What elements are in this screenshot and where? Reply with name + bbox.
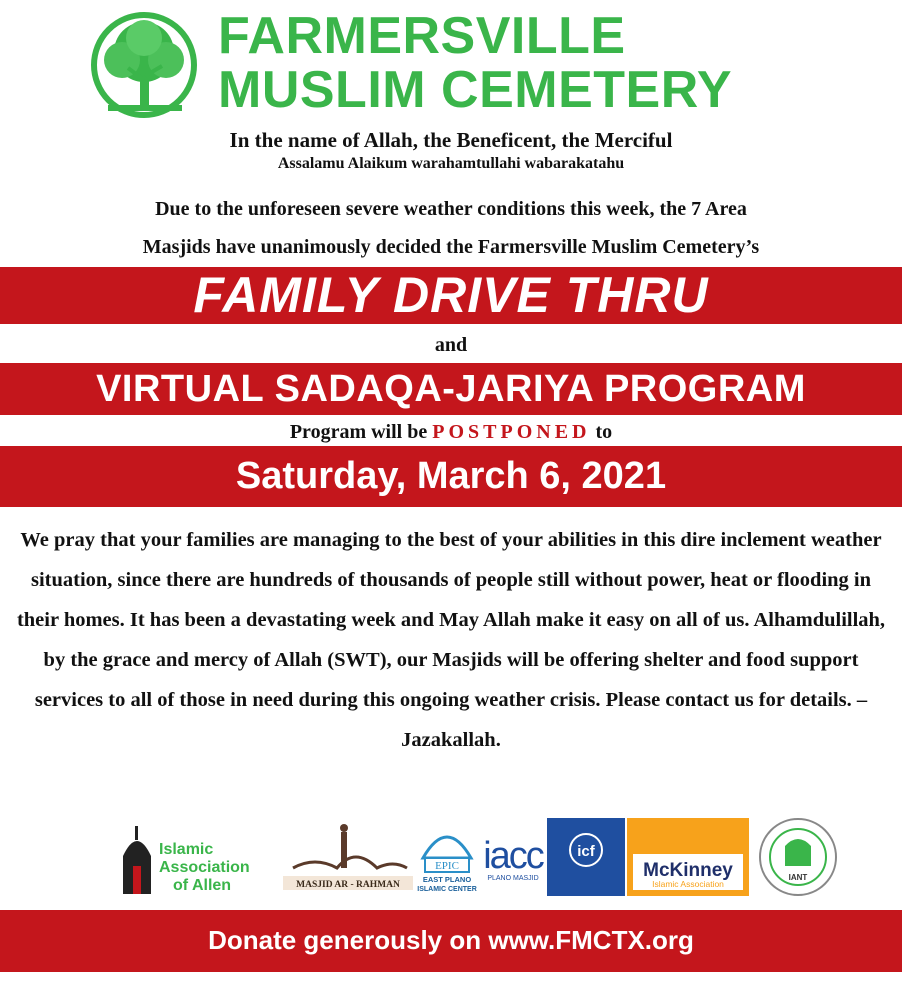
virtual-program-banner: VIRTUAL SADAQA-JARIYA PROGRAM xyxy=(0,363,902,415)
intro-line-2: Masjids have unanimously decided the Farmersville Muslim Cemetery’s xyxy=(142,236,760,258)
iant-logo xyxy=(760,819,836,895)
allen-line2: Association xyxy=(159,859,250,876)
plano-letters: iacc xyxy=(483,835,543,877)
title-line-1: FARMERSVILLE xyxy=(218,7,626,65)
program-status-line xyxy=(0,421,902,444)
program-suffix: to xyxy=(590,421,613,443)
epic-badge: EPIC xyxy=(435,860,459,872)
mckinney-line2: Islamic Association xyxy=(652,879,724,889)
tree-logo-icon xyxy=(88,10,202,120)
epic-line2: ISLAMIC CENTER xyxy=(417,886,477,893)
drive-thru-banner: FAMILY DRIVE THRU xyxy=(0,267,902,324)
plano-masjid-logo xyxy=(483,835,544,882)
rahman-logo xyxy=(283,824,413,890)
mckinney-logo xyxy=(627,818,749,896)
rahman-text: MASJID AR - RAHMAN xyxy=(296,880,400,890)
epic-line1: EAST PLANO xyxy=(422,875,472,884)
iant-text: IANT xyxy=(788,873,808,882)
date-banner: Saturday, March 6, 2021 xyxy=(0,446,902,507)
allen-line1: Islamic xyxy=(159,841,214,858)
donate-banner: Donate generously on www.FMCTX.org xyxy=(0,910,902,972)
salam-text: Assalamu Alaikum warahamtullahi wabarakatahu xyxy=(277,155,625,172)
program-prefix: Program will be xyxy=(289,421,433,443)
allen-logo xyxy=(123,826,250,894)
bismillah-text: In the name of Allah, the Beneficent, the Merciful xyxy=(229,128,673,152)
allen-line3: of Allen xyxy=(173,877,232,894)
sponsor-logos xyxy=(115,816,842,898)
plano-caption: PLANO MASJID xyxy=(487,875,539,882)
icf-letters: icf xyxy=(577,843,595,860)
intro-line-1: Due to the unforeseen severe weather conditions this week, the 7 Area xyxy=(155,198,747,220)
mckinney-line1: McKinney xyxy=(643,860,733,881)
title-line-2: MUSLIM CEMETERY xyxy=(218,61,733,119)
body-paragraph: We pray that your families are managing to the best of your abilities in this dire inclement weather situation, since there are hundreds of thousands of people still without power, heat or flooding in their homes. It has been a devastating week and May Allah make it easy on all of us. Alhamdulillah, by the grace and mercy of Allah (SWT), our Masjids will be offering shelter and food support services to all of those in need during this ongoing weather crisis. Please contact us for details. – Jazakallah. xyxy=(16,529,886,751)
and-text: and xyxy=(434,334,468,356)
icf-logo xyxy=(547,818,625,896)
epic-logo xyxy=(417,837,477,893)
postponed-text: POSTPONED xyxy=(432,421,591,443)
